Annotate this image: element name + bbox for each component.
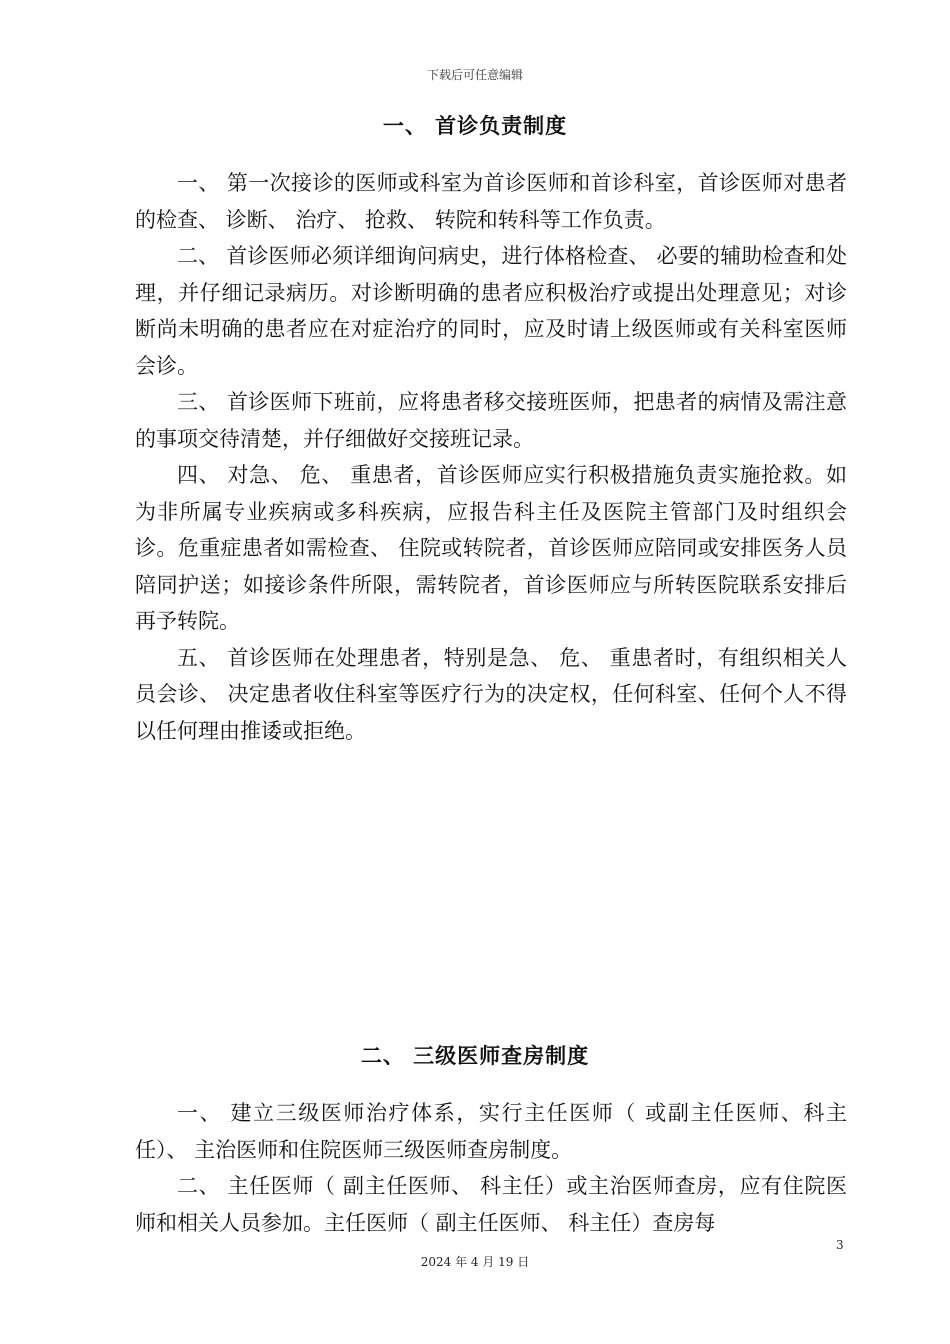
paragraph: 二、 首诊医师必须详细询问病史，进行体格检查、 必要的辅助检查和处理，并仔细记录病历。对诊断明确的患者应积极治疗或提出处理意见；对诊断尚未明确的患者应在对症治疗的同时，应及时请上级医师或有关科室医师会诊。	[135, 244, 847, 378]
page-number: 3	[836, 1238, 844, 1252]
paragraph: 五、 首诊医师在处理患者，特别是急、 危、 重患者时，有组织相关人员会诊、 决定患者收住科室等医疗行为的决定权，任何科室、任何个人不得以任何理由推诿或拒绝。	[135, 645, 847, 743]
section-title-first-visit: 一、 首诊负责制度	[382, 114, 568, 138]
paragraph: 一、 第一次接诊的医师或科室为首诊医师和首诊科室，首诊医师对患者的检查、 诊断、 治疗、 抢救、 转院和转科等工作负责。	[135, 171, 847, 232]
section-title-ward-rounds: 二、 三级医师查房制度	[360, 1044, 590, 1068]
section-body-ward-rounds	[135, 1095, 847, 1241]
paragraph: 二、 主任医师（ 副主任医师、 科主任）或主治医师查房，应有住院医师和相关人员参加。主任医师（ 副主任医师、 科主任）查房每	[135, 1174, 847, 1235]
footer-date: 2024 年 4 月 19 日	[420, 1255, 530, 1269]
section-body-first-visit	[135, 165, 847, 749]
paragraph: 三、 首诊医师下班前，应将患者移交接班医师，把患者的病情及需注意的事项交待清楚，并仔细做好交接班记录。	[135, 390, 847, 451]
paragraph: 四、 对急、 危、 重患者，首诊医师应实行积极措施负责实施抢救。如为非所属专业疾病或多科疾病，应报告科主任及医院主管部门及时组织会诊。危重症患者如需检查、 住院或转院者，首诊医师应陪同或安排医务人员陪同护送；如接诊条件所限，需转院者，首诊医师应与所转医院联系安排后再予转院。	[135, 463, 847, 633]
header-note: 下载后可任意编辑	[426, 68, 523, 82]
paragraph: 一、 建立三级医师治疗体系，实行主任医师（ 或副主任医师、科主任）、 主治医师和住院医师三级医师查房制度。	[135, 1101, 847, 1162]
